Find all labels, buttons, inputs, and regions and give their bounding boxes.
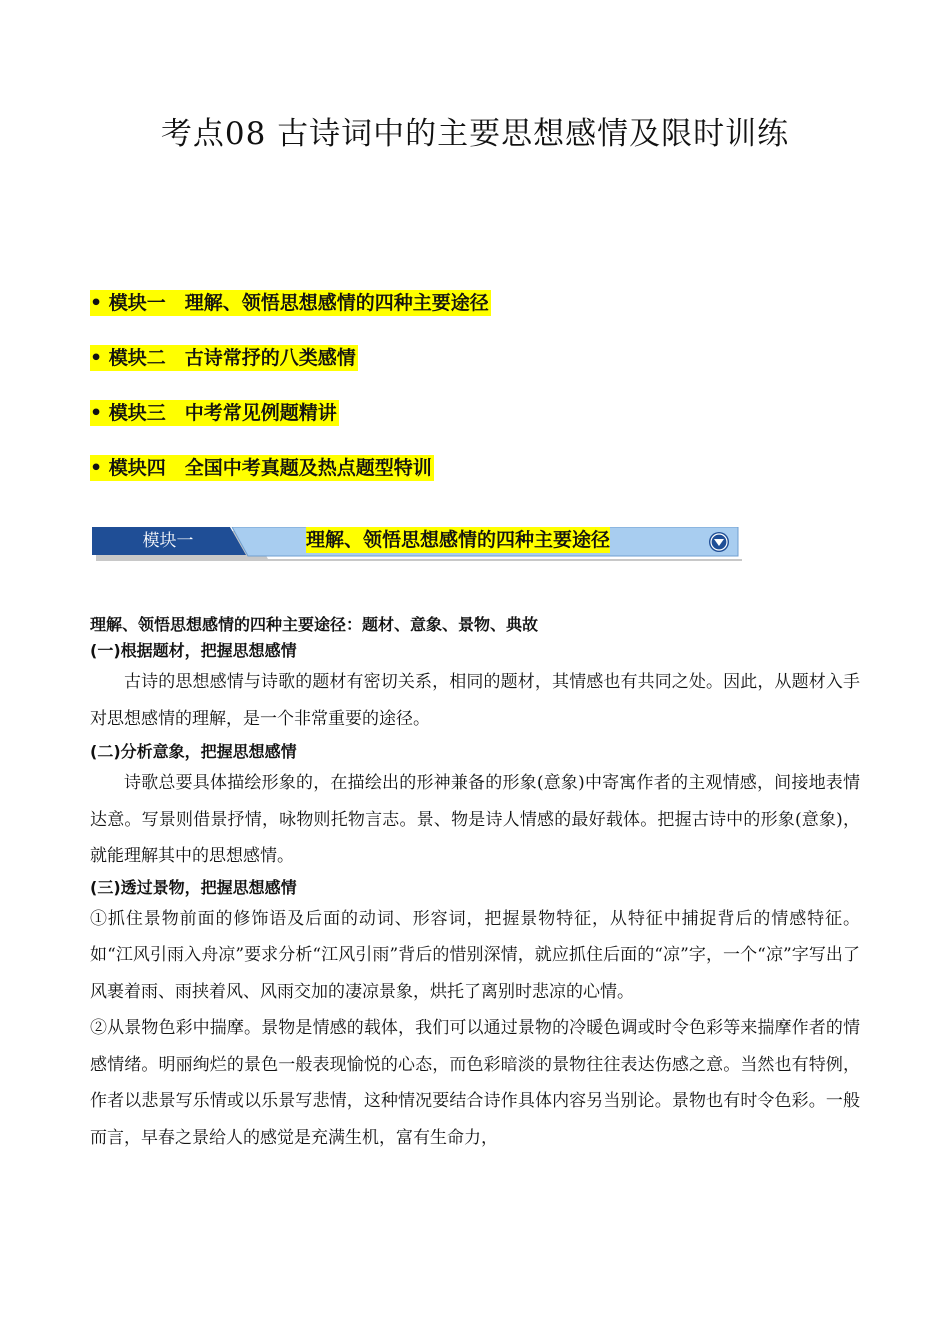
module-banner — [92, 527, 742, 559]
module-toc — [90, 290, 491, 510]
page-title: 考点08 古诗词中的主要思想感情及限时训练 — [160, 116, 790, 152]
toc-item-module-4: • 模块四 全国中考真题及热点题型特训 — [90, 457, 432, 479]
paragraph-4: ②从景物色彩中揣摩。景物是情感的载体，我们可以通过景物的冷暖色调或时令色彩等来揣摩作者的情感情绪。明丽绚烂的景色一般表现愉悦的心态，而色彩暗淡的景物往往表达伤感之意。当然也有特例，作者以悲景写乐情或以乐景写悲情，这种情况要结合诗作具体内容另当别论。景物也有时令色彩。一般而言，早春之景给人的感觉是充满生机，富有生命力， — [90, 1018, 860, 1148]
subsection-heading-3: (三)透过景物，把握思想感情 — [90, 877, 297, 897]
subsection-heading-2: (二)分析意象，把握思想感情 — [90, 742, 297, 761]
banner-title: 理解、领悟思想感情的四种主要途径 — [306, 529, 611, 551]
chevron-down-circle-icon — [708, 531, 730, 553]
toc-item-module-1: • 模块一 理解、领悟思想感情的四种主要途径 — [90, 292, 489, 314]
paragraph-3: ①抓住景物前面的修饰语及后面的动词、形容词，把握景物特征，从特征中捕捉背后的情感特征。如“江风引雨入舟凉”要求分析“江风引雨”背后的惜别深情，就应抓住后面的“凉”字，一个“凉”字写出了风裹着雨、雨挟着风、风雨交加的凄凉景象，烘托了离别时悲凉的心情。 — [90, 908, 860, 1002]
paragraph-2: 诗歌总要具体描绘形象的，在描绘出的形神兼备的形象(意象)中寄寓作者的主观情感，间接地表情达意。写景则借景抒情，咏物则托物言志。景、物是诗人情感的最好载体。把握古诗中的形象(意象)，就能理解其中的思想感情。 — [90, 773, 860, 866]
section-heading: 理解、领悟思想感情的四种主要途径：题材、意象、景物、典故 — [90, 615, 539, 634]
banner-tag: 模块一 — [142, 531, 194, 551]
toc-item-module-2: • 模块二 古诗常抒的八类感情 — [90, 347, 356, 369]
main-content — [90, 612, 860, 1156]
toc-item-module-3: • 模块三 中考常见例题精讲 — [90, 402, 337, 424]
paragraph-1: 古诗的思想感情与诗歌的题材有密切关系，相同的题材，其情感也有共同之处。因此，从题材入手对思想感情的理解，是一个非常重要的途径。 — [90, 672, 860, 729]
subsection-heading-1: (一)根据题材，把握思想感情 — [90, 641, 297, 660]
